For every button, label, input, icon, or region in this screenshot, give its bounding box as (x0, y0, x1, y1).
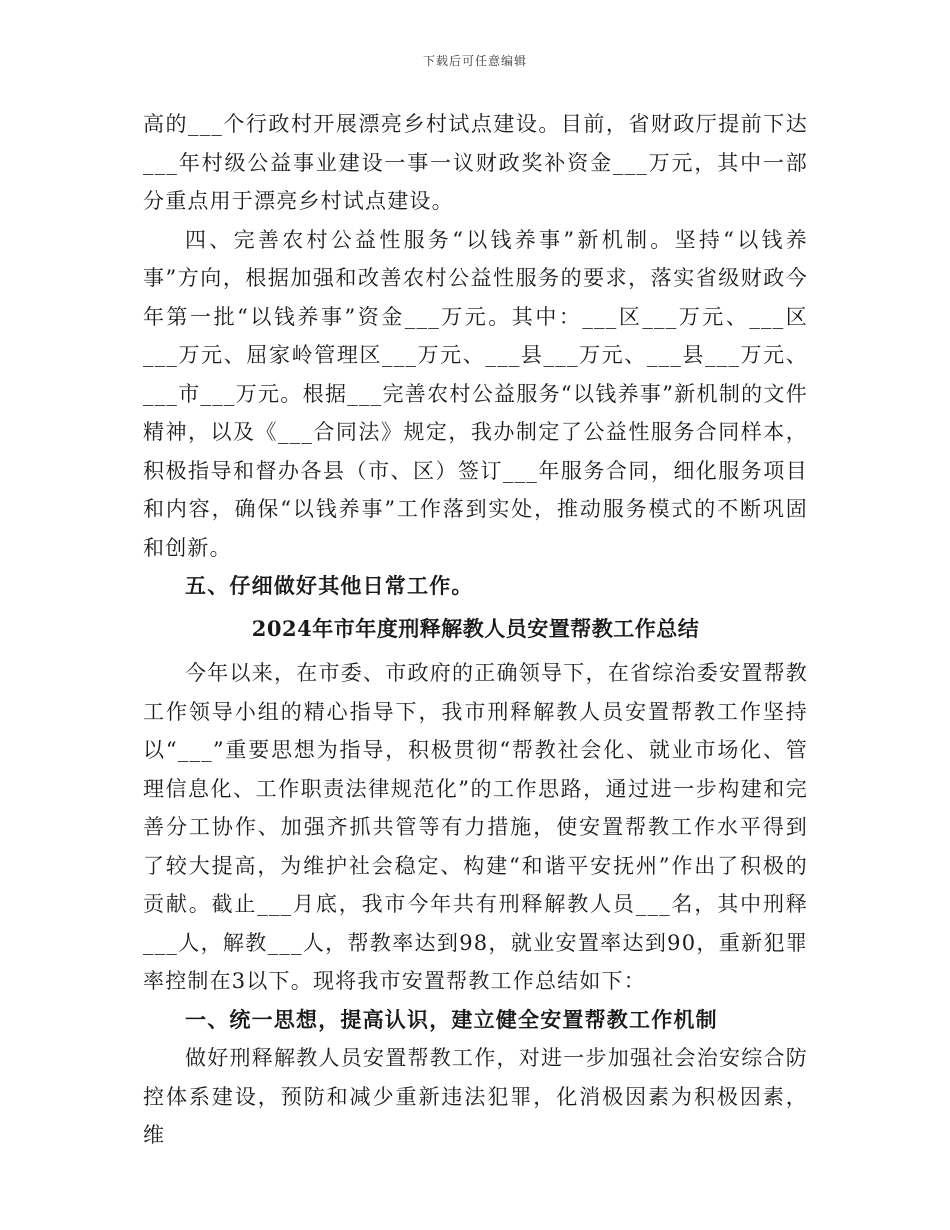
document-title: 2024年市年度刑释解教人员安置帮教工作总结 (251, 615, 700, 641)
document-body (143, 105, 808, 1155)
paragraph-section-one: 做好刑释解教人员安置帮教工作，对进一步加强社会治安综合防控体系建设，预防和减少重新违法犯罪，化消极因素为积极因素，维 (143, 1046, 808, 1147)
paragraph-continuation: 高的___个行政村开展漂亮乡村试点建设。目前，省财政厅提前下达___年村级公益事业建设一事一议财政奖补资金___万元，其中一部分重点用于漂亮乡村试点建设。 (143, 112, 808, 213)
section-heading-five: 五、仔细做好其他日常工作。 (185, 573, 474, 598)
section-heading-one: 一、统一思想，提高认识，建立健全安置帮教工作机制 (185, 1006, 718, 1032)
paragraph-intro: 今年以来，在市委、市政府的正确领导下，在省综治委安置帮教工作领导小组的精心指导下，我市刑释解教人员安置帮教工作坚持以“___”重要思想为指导，积极贯彻“帮教社会化、就业市场化、管理信息化、工作职责法律规范化”的工作思路，通过进一步构建和完善分工协作、加强齐抓共管等有力措施，使安置帮教工作水平得到了较大提高，为维护社会稳定、构建“和谐平安抚州”作出了积极的贡献。截止___月底，我市今年共有刑释解教人员___名，其中刑释___人，解教___人，帮教率达到98，就业安置率达到90，重新犯罪率控制在3以下。现将我市安置帮教工作总结如下： (143, 661, 808, 993)
paragraph-section-four: 四、完善农村公益性服务“以钱养事”新机制。坚持“以钱养事”方向，根据加强和改善农村公益性服务的要求，落实省级财政今年第一批“以钱养事”资金___万元。其中：___区___万元、___区___万元、屈家岭管理区___万元、___县___万元、___县___万元、___市___万元。根据___完善农村公益服务“以钱养事”新机制的文件精神，以及《___合同法》规定，我办制定了公益性服务合同样本，积极指导和督办各县（市、区）签订___年服务合同，细化服务项目和内容，确保“以钱养事”工作落到实处，推动服务模式的不断巩固和创新。 (143, 227, 808, 560)
page-header: 下载后可任意编辑 (422, 54, 527, 68)
